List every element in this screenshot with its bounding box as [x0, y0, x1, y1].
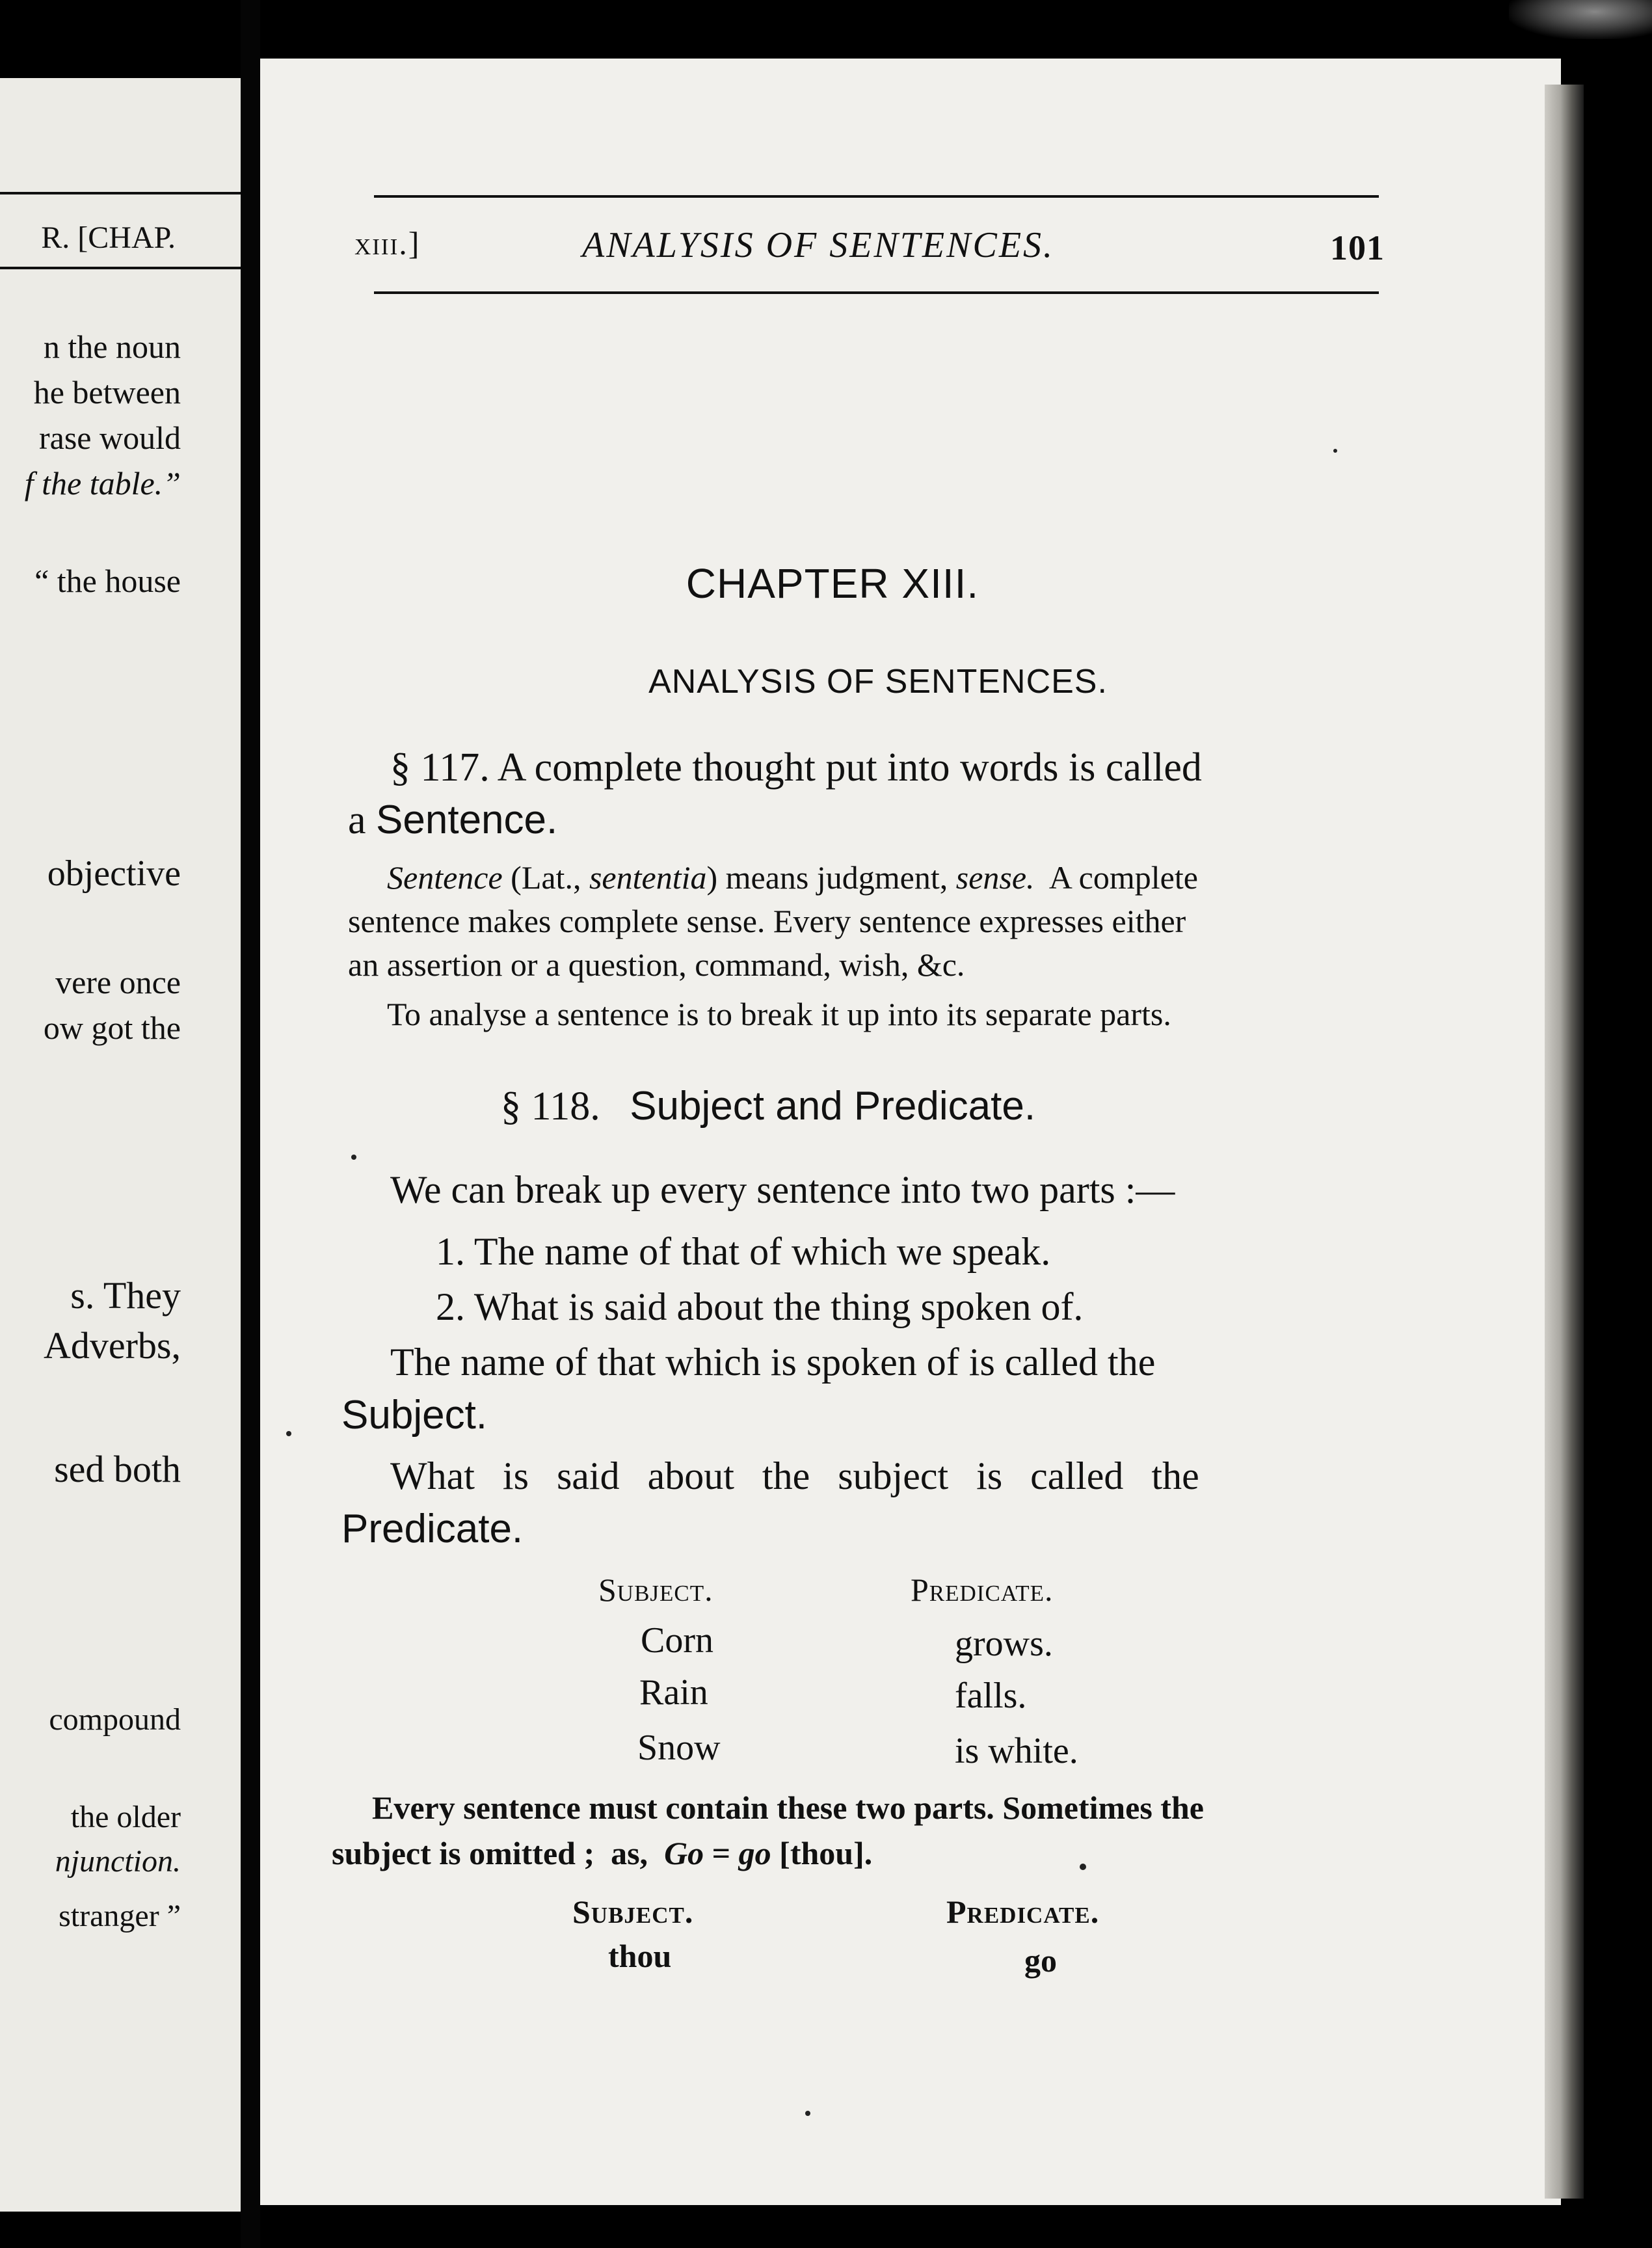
left-line-9: s. They [70, 1274, 181, 1317]
table1-predicate-cell: grows. [955, 1624, 1053, 1664]
predicate-definition: What is said about the subject is called the [390, 1454, 1199, 1497]
page-edge-shadow [1545, 85, 1584, 2199]
table2-subject-cell: thou [608, 1938, 672, 1974]
note-word-sentence: Sentence [387, 859, 503, 896]
table2-predicate-cell: go [1024, 1942, 1057, 1979]
omitted-note-equals: = [704, 1835, 739, 1871]
left-header-rule-bottom [0, 267, 241, 269]
table1-header-predicate: Predicate. [911, 1572, 1054, 1608]
section-117-note-line-1 [387, 859, 1198, 896]
omitted-note-go-lower: go [738, 1835, 771, 1871]
left-page-header: R. [CHAP. [41, 221, 176, 255]
section-118-number: § 118. [501, 1084, 600, 1129]
left-line-7: vere once [55, 964, 181, 1000]
left-line-5: “ the house [34, 563, 181, 599]
table1-subject-cell: Rain [639, 1672, 708, 1713]
scan-speck [1080, 1864, 1086, 1870]
scan-speck [1333, 449, 1337, 453]
header-rule-bottom [374, 291, 1379, 294]
omitted-note-text: subject is omitted ; as, [332, 1835, 665, 1871]
note-text-2: ) means judgment, [706, 859, 956, 896]
section-118-intro: We can break up every sentence into two parts :— [390, 1168, 1175, 1211]
scan-speck [351, 1155, 356, 1160]
section-117-lead: § 117. A complete thought put into words is called [390, 745, 1202, 790]
running-head-chapter: xiii.] [354, 225, 421, 261]
chapter-subtitle: ANALYSIS OF SENTENCES. [648, 663, 1108, 701]
current-page [260, 59, 1561, 2205]
term-predicate: Predicate. [341, 1506, 524, 1551]
left-line-4: f the table.” [24, 465, 181, 502]
left-line-10: Adverbs, [43, 1324, 181, 1367]
section-118-heading [501, 1083, 1035, 1130]
left-line-12: compound [49, 1702, 181, 1737]
section-117-note-line-2: sentence makes complete sense. Every sentence expresses either [348, 903, 1186, 939]
table1-predicate-cell: falls. [955, 1676, 1027, 1716]
section-118-item-1: 1. The name of that of which we speak. [436, 1230, 1051, 1273]
page-number: 101 [1330, 228, 1385, 267]
running-head-title: ANALYSIS OF SENTENCES. [582, 225, 1055, 265]
scan-speck [286, 1431, 291, 1436]
omitted-note-go: Go [664, 1835, 704, 1871]
section-117-continuation [348, 797, 557, 844]
table2-header-subject: Subject. [572, 1893, 694, 1930]
left-header-rule-top [0, 192, 241, 194]
section-118-item-2: 2. What is said about the thing spoken of. [436, 1285, 1084, 1328]
omitted-note-line-1: Every sentence must contain these two parts. Sometimes the [372, 1789, 1204, 1826]
note-text-1: (Lat., [502, 859, 589, 896]
omitted-note-thou: [thou]. [771, 1835, 873, 1871]
table1-subject-cell: Corn [641, 1620, 713, 1661]
previous-page [0, 78, 241, 2212]
left-line-15: stranger ” [59, 1899, 181, 1933]
scan-artifact [1509, 0, 1652, 39]
subject-definition: The name of that which is spoken of is called the [390, 1341, 1156, 1384]
table2-header-predicate: Predicate. [946, 1893, 1100, 1930]
term-sentence: Sentence. [376, 797, 558, 842]
left-line-14: njunction. [55, 1844, 181, 1879]
section-118-title: Subject and Predicate. [630, 1084, 1036, 1129]
table1-predicate-cell: is white. [955, 1731, 1078, 1771]
note-text-3: A complete [1034, 859, 1198, 896]
table1-subject-cell: Snow [637, 1728, 721, 1768]
header-rule-top [374, 195, 1379, 198]
term-subject: Subject. [341, 1393, 488, 1438]
left-line-3: rase would [39, 420, 181, 456]
table1-header-subject: Subject. [598, 1572, 713, 1608]
left-line-1: n the noun [43, 328, 181, 365]
note-word-sense: sense. [955, 859, 1035, 896]
left-line-8: ow got the [43, 1010, 181, 1046]
section-117-note-line-3: an assertion or a question, command, wish, &c. [348, 946, 965, 983]
section-117-cont-a: a [348, 798, 366, 842]
omitted-note-line-2 [332, 1834, 872, 1872]
section-117-note-line-4: To analyse a sentence is to break it up into its separate parts. [387, 996, 1171, 1032]
note-word-sententia: sententia [589, 859, 707, 896]
left-line-2: he between [33, 374, 181, 410]
chapter-title: CHAPTER XIII. [686, 560, 979, 607]
left-line-13: the older [70, 1800, 181, 1834]
left-line-11: sed both [54, 1448, 181, 1490]
scan-speck [805, 2111, 810, 2116]
left-line-6: objective [47, 853, 181, 894]
book-gutter [241, 0, 260, 2248]
